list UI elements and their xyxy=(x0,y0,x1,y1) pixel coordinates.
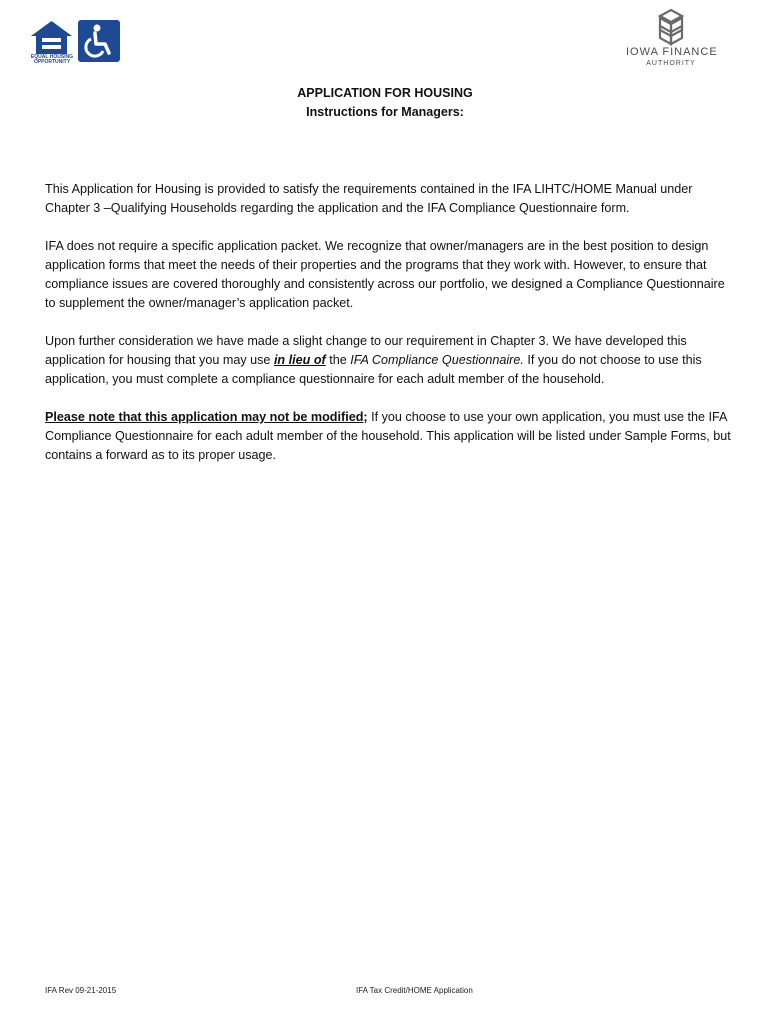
not-modified-notice: Please note that this application may not be modified; xyxy=(45,410,368,424)
in-lieu-of-emphasis: in lieu of xyxy=(273,353,326,367)
paragraph-1: This Application for Housing is provided to satisfy the requirements contained in the IFA LIHTC/HOME Manual under Chapter 3 –Qualifying Households regarding the application and the IFA Compliance Questionnaire form. xyxy=(45,182,693,215)
iowa-finance-authority-logo xyxy=(626,8,716,68)
footer-revision: IFA Rev 09-21-2015 xyxy=(45,986,117,995)
footer-document-name: IFA Tax Credit/HOME Application xyxy=(356,986,473,995)
paragraph-2: IFA does not require a specific application packet. We recognize that owner/managers are in the best position to design application forms that meet the needs of their properties and the programs that they work with. However, to ensure that compliance issues are covered thoroughly and consistently across our portfolio, we designed a Compliance Questionnaire to supplement the owner/manager’s application packet. xyxy=(45,239,725,310)
document-body xyxy=(45,180,735,484)
document-title: APPLICATION FOR HOUSING xyxy=(297,86,473,100)
paragraph-3 xyxy=(45,332,735,389)
accessibility-logo xyxy=(78,20,120,62)
paragraph-3-text-e: If you do not choose to use this application, you must complete a compliance questionnaire for each adult member of the household. xyxy=(45,353,702,386)
paragraph-3-text-c: the xyxy=(325,353,351,367)
paragraph-3-text-a: Upon further consideration we have made a slight change to our requirement in Chapter 3. We have developed this application for housing that you may use xyxy=(45,334,687,367)
ifa-cube-icon xyxy=(650,8,692,48)
ifa-logo-subtitle: AUTHORITY xyxy=(646,60,696,67)
document-subtitle: Instructions for Managers: xyxy=(306,105,464,119)
wheelchair-icon xyxy=(78,20,120,62)
paragraph-4 xyxy=(45,408,735,465)
eho-logo-text: EQUAL HOUSING OPPORTUNITY xyxy=(30,54,74,65)
ifa-logo-name: IOWA FINANCE xyxy=(626,46,718,58)
paragraph-4-text: If you choose to use your own application, you must use the IFA Compliance Questionnaire for each adult member of the household. This application will be listed under Sample Forms, but contains a forward as to its proper usage. xyxy=(45,410,731,462)
questionnaire-name-italic: IFA Compliance Questionnaire. xyxy=(350,353,524,367)
